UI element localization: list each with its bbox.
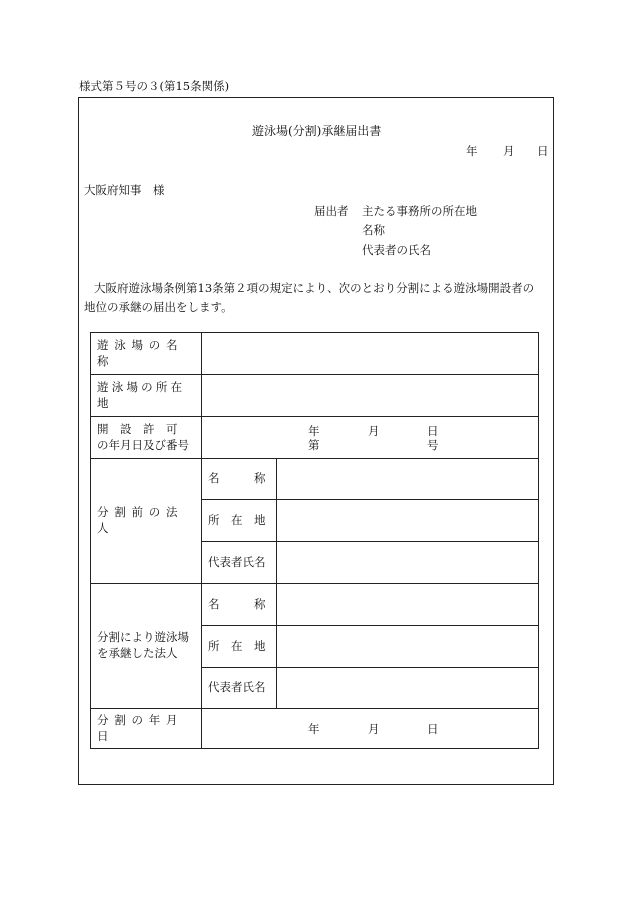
after-corp-label-line-1: 分割により遊泳場 xyxy=(97,630,189,645)
row-pool-location xyxy=(91,375,539,417)
before-address-label: 所 在 地 xyxy=(202,500,277,542)
form-number: 様式第５号の３(第15条関係) xyxy=(79,79,230,93)
before-representative-field[interactable] xyxy=(277,542,539,584)
body-text-line-1: 大阪府遊泳場条例第13条第２項の規定により、次のとおり分割による遊泳場開設者の xyxy=(94,281,535,295)
before-name-field[interactable] xyxy=(277,459,539,500)
split-month-label: 月 xyxy=(368,721,380,736)
after-corp-label-line-2: を承継した法人 xyxy=(97,646,178,660)
split-day-label: 日 xyxy=(427,721,439,736)
before-name-label: 名 称 xyxy=(202,459,277,500)
date-year: 年 xyxy=(466,144,478,158)
notifier-representative: 代表者の氏名 xyxy=(362,243,431,257)
notification-table xyxy=(90,332,539,749)
split-date-label: 分割の年月日 xyxy=(91,709,202,749)
permit-label xyxy=(91,417,202,459)
row-before-name xyxy=(91,459,539,500)
before-representative-label: 代表者氏名 xyxy=(202,542,277,584)
date-month: 月 xyxy=(503,144,515,158)
after-name-label: 名 称 xyxy=(202,584,277,626)
before-address-field[interactable] xyxy=(277,500,539,542)
pool-location-label: 遊泳場の所在地 xyxy=(91,375,202,417)
pool-location-field[interactable] xyxy=(202,375,539,417)
permit-day-label: 日 xyxy=(427,423,439,438)
after-representative-label: 代表者氏名 xyxy=(202,668,277,709)
row-pool-name xyxy=(91,333,539,375)
pool-name-label: 遊泳場の名称 xyxy=(91,333,202,375)
after-corp-label xyxy=(91,584,202,709)
after-address-label: 所 在 地 xyxy=(202,626,277,668)
permit-no-suffix: 号 xyxy=(427,437,439,452)
permit-label-line-1: 開 設 許 可 xyxy=(97,421,178,436)
form-title: 遊泳場(分割)承継届出書 xyxy=(252,124,382,138)
split-year-label: 年 xyxy=(308,721,320,736)
permit-year-label: 年 xyxy=(308,423,320,438)
after-name-field[interactable] xyxy=(277,584,539,626)
permit-no-prefix: 第 xyxy=(308,437,320,452)
permit-month-label: 月 xyxy=(368,423,380,438)
permit-field[interactable] xyxy=(202,417,539,459)
body-text-line-2: 地位の承継の届出をします。 xyxy=(84,300,233,314)
pool-name-field[interactable] xyxy=(202,333,539,375)
after-address-field[interactable] xyxy=(277,626,539,668)
split-date-field[interactable] xyxy=(202,709,539,749)
permit-label-line-2: の年月日及び番号 xyxy=(97,437,189,452)
notifier-label: 届出者 xyxy=(314,204,349,218)
row-after-name xyxy=(91,584,539,626)
row-permit xyxy=(91,417,539,459)
date-day: 日 xyxy=(537,144,549,158)
row-split-date xyxy=(91,709,539,749)
addressee: 大阪府知事 様 xyxy=(84,183,165,197)
after-representative-field[interactable] xyxy=(277,668,539,709)
notifier-office-address: 主たる事務所の所在地 xyxy=(362,204,477,218)
before-corp-label: 分割前の法人 xyxy=(91,459,202,584)
notifier-name: 名称 xyxy=(362,223,385,237)
